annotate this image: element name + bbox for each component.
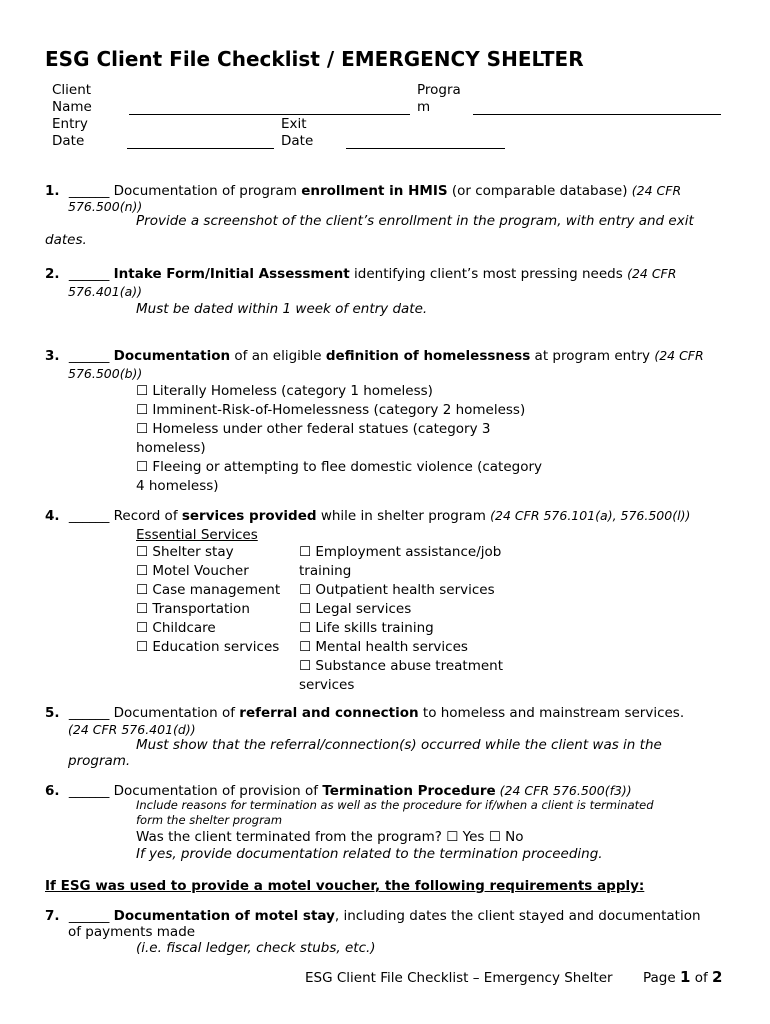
cfr-citation: (24 CFR (631, 183, 682, 198)
item-number: 7. (45, 908, 60, 924)
essential-services-heading (136, 527, 258, 544)
item-note: Must be dated within 1 week of entry date. (136, 301, 428, 317)
service-option[interactable]: ☐ Transportation (136, 601, 250, 617)
item-note: Provide a screenshot of the client’s enrollment in the program, with entry and exit (136, 213, 694, 229)
checklist-item-4 (45, 507, 690, 525)
item-small-note-cont: form the shelter program (136, 813, 283, 827)
program-label-line2: m (417, 99, 431, 115)
service-option-cont: services (299, 677, 355, 693)
service-option[interactable]: ☐ Legal services (299, 601, 412, 617)
item-small-note: Include reasons for termination as well as the procedure for if/when a client is terminated (136, 798, 654, 812)
option-category-4-cont: 4 homeless) (136, 478, 219, 494)
client-name-label-line2: Name (52, 99, 92, 115)
checklist-item-5 (45, 705, 684, 722)
item-text-cont: of payments made (68, 924, 196, 940)
homelessness-options (136, 382, 542, 496)
item-number: 4. (45, 508, 60, 524)
program-field[interactable] (473, 114, 721, 115)
footer-text: ESG Client File Checklist – Emergency Shelter (305, 970, 613, 986)
page-current: 1 (679, 968, 691, 986)
item-text-bold: Intake Form/Initial Assessment (113, 266, 350, 282)
checkbox-blank[interactable]: ______ (68, 183, 110, 199)
service-option[interactable]: ☐ Childcare (136, 620, 216, 636)
of-word: of (694, 970, 708, 986)
services-column-2 (299, 543, 503, 695)
client-name-field[interactable] (129, 114, 410, 115)
exit-date-label-line2: Date (281, 133, 314, 149)
service-option[interactable]: ☐ Mental health services (299, 639, 468, 655)
cfr-citation: (24 CFR 576.101(a), 576.500(l)) (490, 508, 691, 523)
item-text-bold: referral and connection (239, 705, 419, 721)
item-text-bold: definition of homelessness (325, 348, 531, 364)
cfr-citation: (24 CFR (654, 348, 704, 363)
entry-date-label (52, 116, 88, 150)
item-text: (or comparable database) (447, 183, 632, 199)
item-text: , including dates the client stayed and documentation (334, 908, 701, 924)
option-category-4[interactable]: ☐ Fleeing or attempting to flee domestic violence (category (136, 459, 543, 475)
service-option[interactable]: ☐ Shelter stay (136, 544, 234, 560)
item-text-bold: Termination Procedure (322, 783, 496, 799)
cfr-citation-cont: 576.500(b)) (68, 366, 143, 381)
item-text: Documentation of (109, 705, 240, 721)
option-category-3-cont: homeless) (136, 440, 206, 456)
item-text: Documentation of provision of (109, 783, 323, 799)
cfr-citation: (24 CFR (627, 266, 677, 281)
entry-date-label-line2: Date (52, 133, 85, 149)
item-note-cont: dates. (45, 232, 87, 248)
checklist-item-2 (45, 265, 676, 283)
motel-voucher-heading-text: If ESG was used to provide a motel voucher, the following requirements apply: (45, 878, 645, 894)
page-number (643, 969, 722, 987)
service-option[interactable]: ☐ Substance abuse treatment (299, 658, 504, 674)
item-note-cont: program. (68, 753, 131, 769)
item-note: Must show that the referral/connection(s) occurred while the client was in the (136, 737, 662, 753)
option-category-3[interactable]: ☐ Homeless under other federal statues (category 3 (136, 421, 491, 437)
item-text: to homeless and mainstream services. (418, 705, 685, 721)
service-option-cont: training (299, 563, 352, 579)
checkbox-blank[interactable]: ______ (68, 508, 110, 524)
entry-date-label-line1: Entry (52, 116, 88, 132)
exit-date-label (281, 116, 313, 150)
checkbox-blank[interactable]: ______ (68, 908, 110, 924)
service-option[interactable]: ☐ Outpatient health services (299, 582, 495, 598)
program-label (417, 82, 461, 116)
item-note: (i.e. fiscal ledger, check stubs, etc.) (136, 940, 376, 956)
item-text: of an eligible (230, 348, 326, 364)
service-option[interactable]: ☐ Case management (136, 582, 281, 598)
service-option[interactable]: ☐ Life skills training (299, 620, 434, 636)
termination-question[interactable]: Was the client terminated from the program? ☐ Yes ☐ No (136, 829, 524, 845)
checkbox-blank[interactable]: ______ (68, 266, 110, 282)
motel-voucher-heading (45, 878, 644, 895)
cfr-citation: (24 CFR 576.401(d)) (68, 722, 196, 737)
cfr-citation: (24 CFR 576.500(f3)) (495, 783, 632, 798)
item-text: Documentation of program (109, 183, 302, 199)
page-total: 2 (712, 968, 723, 986)
item-text: identifying client’s most pressing needs (349, 266, 628, 282)
checkbox-blank[interactable]: ______ (68, 705, 110, 721)
client-name-label (52, 82, 92, 116)
cfr-citation-cont: 576.500(n)) (68, 199, 143, 214)
item-number: 6. (45, 783, 60, 799)
page-title: ESG Client File Checklist / EMERGENCY SHELTER (45, 47, 584, 71)
service-option[interactable]: ☐ Employment assistance/job (299, 544, 502, 560)
option-category-2[interactable]: ☐ Imminent-Risk-of-Homelessness (category 2 homeless) (136, 402, 526, 418)
service-option[interactable]: ☐ Education services (136, 639, 280, 655)
item-number: 5. (45, 705, 60, 721)
services-column-1 (136, 543, 280, 657)
client-name-label-line1: Client (52, 82, 92, 98)
item-number: 1. (45, 183, 60, 199)
item-text: at program entry (530, 348, 655, 364)
essential-services-heading-text: Essential Services (136, 527, 258, 543)
checkbox-blank[interactable]: ______ (68, 783, 110, 799)
item-text-bold: Documentation of motel stay (113, 908, 335, 924)
entry-date-field[interactable] (127, 148, 274, 149)
exit-date-label-line1: Exit (281, 116, 307, 132)
option-category-1[interactable]: ☐ Literally Homeless (category 1 homeless) (136, 383, 433, 399)
checklist-item-7 (45, 908, 701, 925)
checklist-item-3 (45, 347, 704, 365)
item-number: 3. (45, 348, 60, 364)
program-label-line1: Progra (417, 82, 461, 98)
item-text: while in shelter program (316, 508, 491, 524)
cfr-citation-cont: 576.401(a)) (68, 284, 142, 299)
service-option[interactable]: ☐ Motel Voucher (136, 563, 249, 579)
checkbox-blank[interactable]: ______ (68, 348, 110, 364)
item-text: Record of (109, 508, 182, 524)
item-note: If yes, provide documentation related to the termination proceeding. (136, 846, 603, 862)
item-text-bold: Documentation (113, 348, 231, 364)
exit-date-field[interactable] (346, 148, 505, 149)
page-word: Page (643, 970, 676, 986)
item-text-bold: services provided (181, 508, 317, 524)
item-text-bold: enrollment in HMIS (301, 183, 448, 199)
item-number: 2. (45, 266, 60, 282)
